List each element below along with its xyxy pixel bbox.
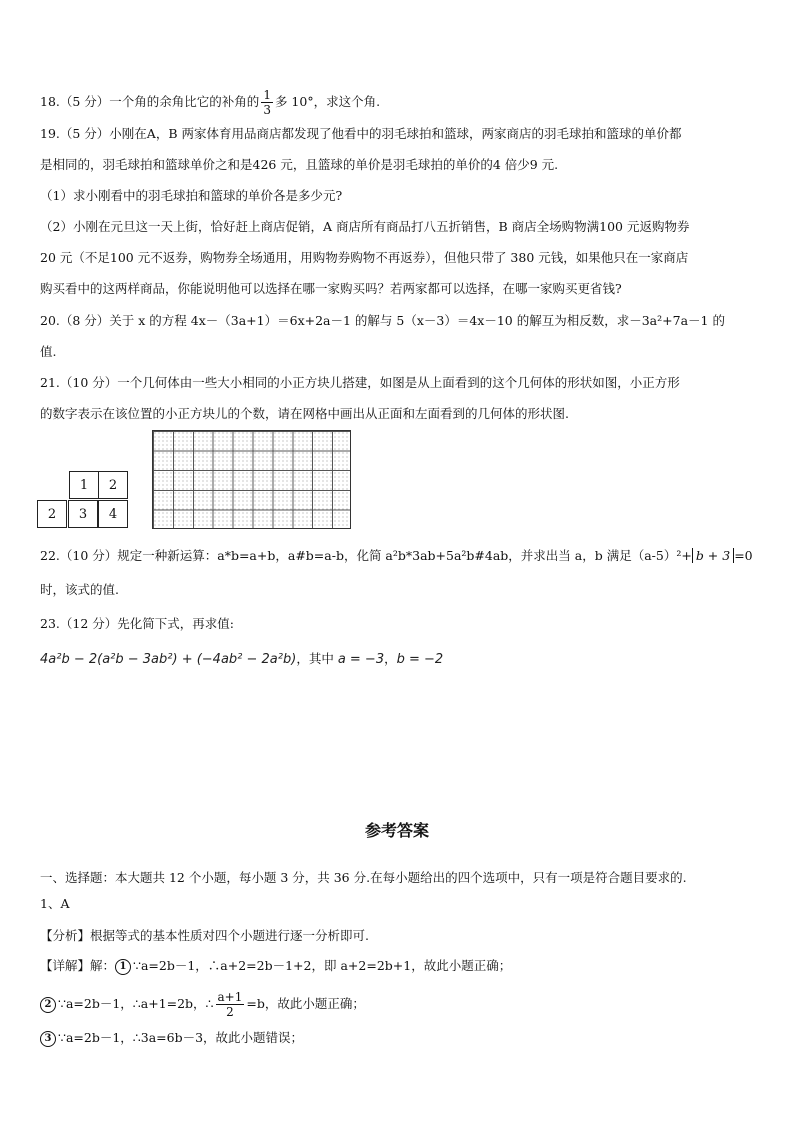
q18-text-post: 多 10°，求这个角. (274, 94, 381, 109)
sec1-line-2: 1、A (40, 896, 70, 911)
sec1-line-5 (40, 990, 365, 1019)
q23-expression: 4a²b − 2(a²b − 3ab²) + (−4ab² − 2a²b) (40, 652, 297, 667)
q23-condition-b: b = −2 (396, 652, 444, 667)
q19-line-4: （2）小刚在元旦这一天上街，恰好赶上商店促销，A 商店所有商品打八五折销售，B 商店全场购物满100 元返购物券 (40, 219, 690, 234)
q22-line-1 (40, 548, 753, 564)
detail-step-1: ∵a=2b－1，∴a+2=2b－1+2，即 a+2=2b+1，故此小题正确； (133, 958, 512, 973)
q18-text-pre: 18.（5 分）一个角的余角比它的补角的 (40, 94, 260, 109)
top-view-cell: 1 (69, 471, 99, 499)
step2-frac-num: a+1 (217, 990, 243, 1004)
top-view-cell: 4 (98, 500, 128, 528)
q21-line-2: 的数字表示在该位置的小正方块儿的个数，请在网格中画出从正面和左面看到的几何体的形状图. (40, 406, 569, 421)
q22-line-2: 时，该式的值. (40, 582, 119, 597)
q19-line-5: 20 元（不足100 元不返券，购物券全场通用，用购物券购物不再返券），但他只带了 380 元钱，如果他只在一家商店 (40, 250, 689, 265)
q23-mid: ，其中 (296, 651, 334, 666)
q19-line-1: 19.（5 分）小刚在A，B 两家体育用品商店都发现了他看中的羽毛球拍和篮球，两家商店的羽毛球拍和篮球的单价都 (40, 126, 682, 141)
top-view-cell: 2 (37, 500, 67, 528)
sec1-line-4 (40, 958, 511, 975)
step2-frac-den: 2 (226, 1005, 234, 1019)
q23-line-1: 23.（12 分）先化简下式，再求值: (40, 616, 234, 631)
q22-abs-value: b + 3 (692, 548, 734, 563)
detail-label: 【详解】解： (40, 958, 116, 973)
step2-fraction (216, 990, 245, 1019)
detail-step-3: ∵a=2b－1，∴3a=6b－3，故此小题错误； (58, 1030, 304, 1045)
q18-frac-den: 3 (263, 103, 271, 117)
q19-line-3: （1）求小刚看中的羽毛球拍和篮球的单价各是多少元? (40, 188, 343, 203)
q18-fraction (261, 88, 273, 117)
grid-dots (153, 431, 350, 528)
q22-text-pre: 22.（10 分）规定一种新运算：a*b=a+b，a#b=a-b，化简 a²b*3ab+5a²b#4ab，并求出当 a，b 满足（a-5）²+ (40, 548, 692, 563)
q19-line-6: 购买看中的这两样商品，你能说明他可以选择在哪一家购买吗？若两家都可以选择，在哪一家购买更省钱? (40, 281, 622, 296)
q20-line-2: 值. (40, 344, 57, 359)
q18-frac-num: 1 (263, 88, 271, 102)
q23-condition-a: a = −3 (337, 652, 385, 667)
detail-step-2-post: =b，故此小题正确； (246, 996, 365, 1011)
circled-number-2: 2 (40, 997, 56, 1013)
sec1-line-1: 一、选择题：本大题共 12 个小题，每小题 3 分，共 36 分.在每小题给出的四个选项中，只有一项是符合题目要求的. (40, 870, 687, 885)
answer-title: 参考答案 (364, 821, 429, 840)
q23-sep: ， (384, 651, 397, 666)
detail-step-2-pre: ∵a=2b－1，∴a+1=2b，∴ (58, 996, 214, 1011)
q23-line-2 (40, 651, 443, 668)
circled-number-3: 3 (40, 1031, 56, 1047)
sec1-line-6 (40, 1030, 303, 1047)
q18-line (40, 88, 380, 117)
drawing-grid (152, 430, 351, 529)
q21-line-1: 21.（10 分）一个几何体由一些大小相同的小正方块儿搭建，如图是从上面看到的这个几何体的形状如图，小正方形 (40, 375, 680, 390)
sec1-line-3: 【分析】根据等式的基本性质对四个小题进行逐一分析即可. (40, 928, 369, 943)
top-view-cell: 2 (98, 471, 128, 499)
q20-line-1: 20.（8 分）关于 x 的方程 4x－（3a+1）＝6x+2a－1 的解与 5（x－3）＝4x－10 的解互为相反数，求－3a²+7a－1 的 (40, 313, 725, 328)
top-view-cell: 3 (68, 500, 98, 528)
q19-line-2: 是相同的，羽毛球拍和篮球单价之和是426 元，且篮球的单价是羽毛球拍的单价的4 倍少9 元. (40, 157, 559, 172)
circled-number-1: 1 (115, 959, 131, 975)
q22-text-post: =0 (734, 548, 753, 563)
